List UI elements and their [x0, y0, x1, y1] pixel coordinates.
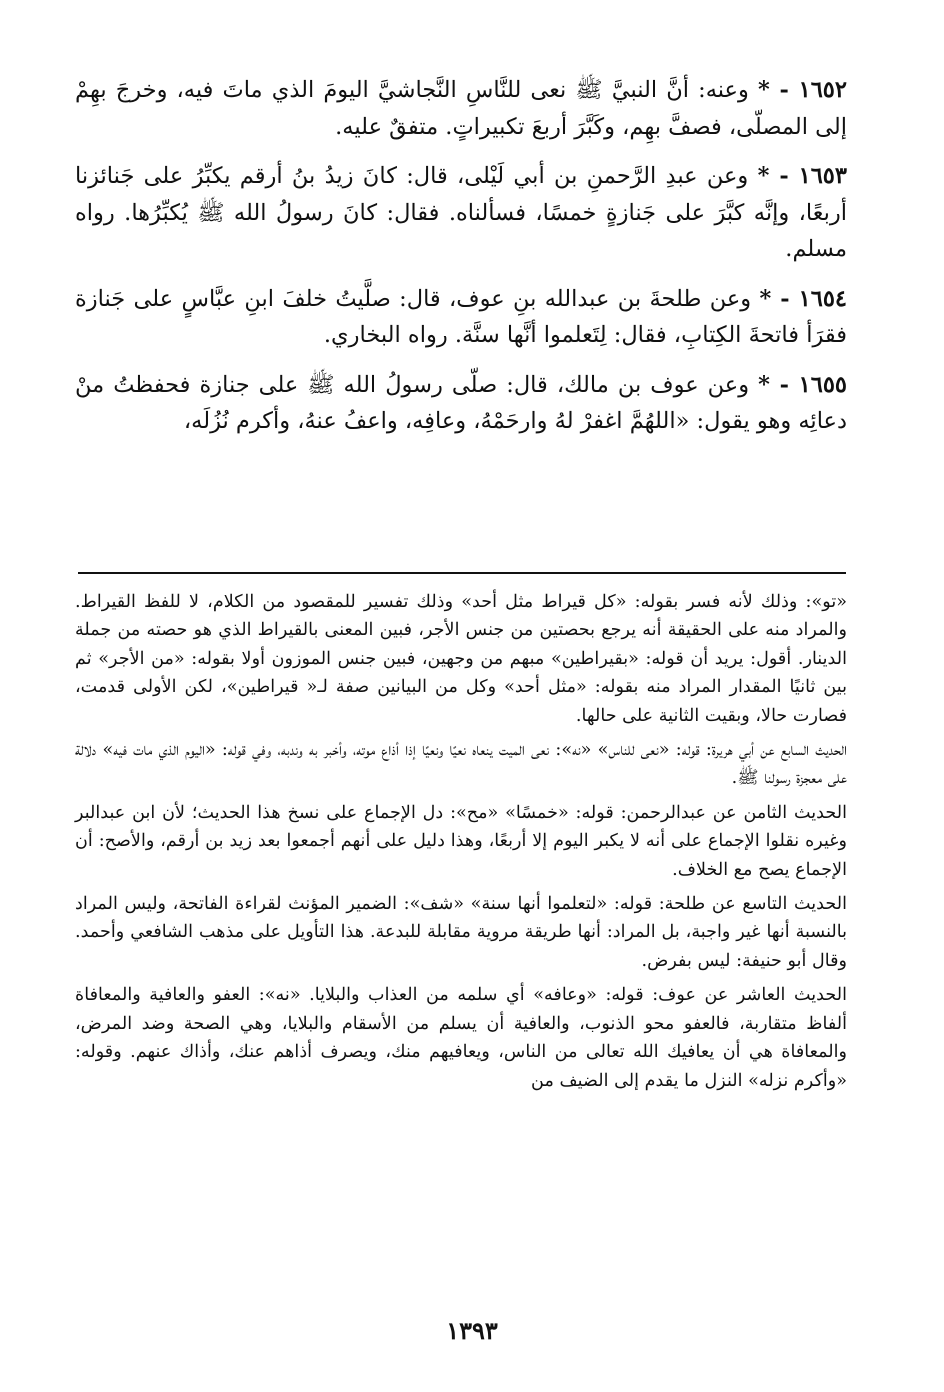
hadith-text: وعن طلحةَ بن عبدالله بنِ عوف، قال: صلَّيتُ خلفَ ابنِ عبَّاسٍ على جَنازة فقرَأ فاتحةَ الكِتابِ، فقال: لِتَعلموا أنَّها سنَّة. رواه البخاري. — [75, 285, 847, 348]
footnote-divider — [78, 572, 846, 574]
commentary-footnotes — [75, 588, 847, 1101]
hadith-1653 — [75, 158, 847, 268]
footnote: الحديث الثامن عن عبدالرحمن: قوله: «خمسًا» «مح»: دل الإجماع على نسخ هذا الحديث؛ لأن ابن عبدالبر وغيره نقلوا الإجماع على أنه لا يكبر اليوم إلا أربعًا، وهذا دليل على أنهم أجمعوا بعد زيد بن أرقم، والأصح: أن الإجماع يصح مع الخلاف. — [75, 802, 847, 880]
hadith-text: وعن عوف بن مالك، قال: صلّى رسولُ الله ﷺ على جنازة فحفظتُ منْ دعائِه وهو يقول: «اللهُمَّ اغفرْ لهُ وارحَمْهُ، وعافِه، واعفُ عنهُ، وأكرم نُزُلَه، — [75, 371, 847, 434]
hadith-text: وعنه: أنَّ النبيَّ ﷺ نعى للنَّاسِ النَّجاشيَّ اليومَ الذي ماتَ فيه، وخرجَ بهِمْ إلى المصلّى، فصفَّ بهِم، وكَبَّرَ أربعَ تكبيراتٍ. متفقٌ عليه. — [75, 77, 847, 140]
main-text — [75, 72, 847, 453]
hadith-number: ١٦٥٥ - * — [758, 371, 847, 398]
hadith-number: ١٦٥٣ - * — [757, 163, 847, 189]
hadith-text: وعن عبدِ الرَّحمنِ بن أبي لَيْلى، قال: كانَ زيدُ بنُ أرقم يكبِّرُ على جَنائزنا أربعًا، وإنَّه كبَّرَ على جَنازةٍ خمسًا، فسألناه. فقال: كانَ رسولُ الله ﷺ يُكبِّرُها. رواه مسلم. — [75, 163, 847, 262]
hadith-1654 — [75, 281, 847, 354]
footnote: «تو»: وذلك لأنه فسر بقوله: «كل قيراط مثل أحد» وذلك تفسير للمقصود من الكلام، لا للفظ القيراط. والمراد منه على الحقيقة أنه يرجع بحصتين من جنس الأجر، فبين المعنى بالقيراط الذي هو حصته من جملة الدينار. أقول: يريد أن قوله: «بقيراطين» مبهم من وجهين، فبين جنس الموزون أولا بقوله: «من الأجر» ثم بين ثانيًا المقدار المراد منه بقوله: «مثل أحد» وكل من البيانين صفة لـ« قيراطين»، لكن الأولى قدمت، فصارت حالا، وبقيت الثانية على حالها. — [75, 592, 847, 726]
footnote: الحديث التاسع عن طلحة: قوله: «لتعلموا أنها سنة» «شف»: الضمير المؤنث لقراءة الفاتحة، وليس المراد بالنسبة أنها غير واجبة، بل المراد: أنها طريقة مروية مقابلة للبدعة. هذا التأويل على مذهب الشافعي وأحمد. وقال أبو حنيفة: ليس بفرض. — [75, 894, 847, 971]
hadith-number: ١٦٥٤ - * — [759, 285, 847, 312]
hadith-1655 — [75, 367, 847, 440]
page-number: ١٣٩٣ — [446, 1316, 498, 1345]
footnote: الحديث السابع عن أبي هريرة: قوله: «نعى للناس» «نه»: نعى الميت ينعاه نعيًا ونعيًا إذا أذاع موته، وأخبر به وندبه، وفي قوله: «اليوم الذي مات فيه» دلالة على معجزة رسولنا ﷺ. — [75, 740, 847, 789]
hadith-1652 — [75, 72, 847, 145]
hadith-number: ١٦٥٢ - * — [757, 77, 847, 103]
footnote: الحديث العاشر عن عوف: قوله: «وعافه» أي سلمه من العذاب والبلايا. «نه»: العفو والعافية والمعافاة ألفاظ متقاربة، فالعفو محو الذنوب، والعافية أن يسلم من الأسقام والبلايا، وهي الصحة وضد المرض، والمعافاة هي أن يعافيك الله تعالى من الناس، ويعافيهم منك، ويصرف أذاهم عنك، وأذاك عنهم. وقوله: «وأكرم نزله» النزل ما يقدم إلى الضيف من — [75, 985, 847, 1091]
